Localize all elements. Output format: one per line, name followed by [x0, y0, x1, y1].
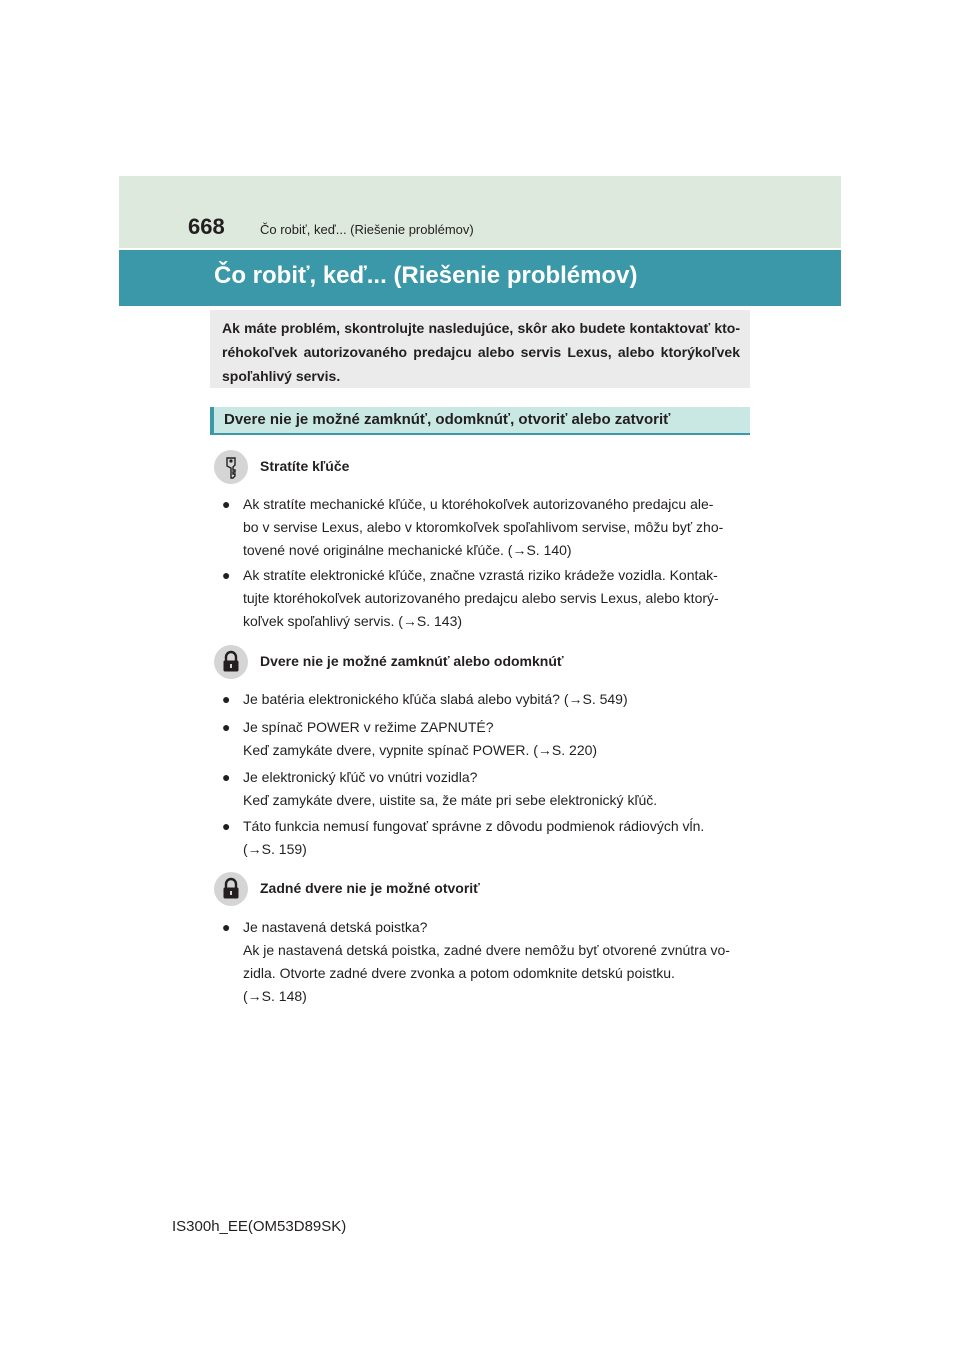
list-item-line: (→S. 148): [243, 988, 307, 1004]
page-number: 668: [188, 214, 225, 239]
section-title: Dvere nie je možné zamknúť, odomknúť, otvoriť alebo zatvoriť: [224, 411, 671, 428]
subsection-title: Dvere nie je možné zamknúť alebo odomknúť: [260, 653, 564, 669]
list-item-line: Ak stratíte elektronické kľúče, značne vzrastá riziko krádeže vozidla. Kontak-: [243, 567, 718, 583]
bullet-dot-icon: ●: [222, 691, 231, 707]
list-item-line: Táto funkcia nemusí fungovať správne z dôvodu podmienok rádiových vĺn.: [243, 818, 705, 834]
subsection-title: Stratíte kľúče: [260, 458, 350, 474]
list-item-line: Keď zamykáte dvere, uistite sa, že máte pri sebe elektronický kľúč.: [243, 792, 658, 808]
footer-code: IS300h_EE(OM53D89SK): [172, 1218, 347, 1235]
running-title: Čo robiť, keď... (Riešenie problémov): [260, 222, 474, 237]
list-item-line: Ak je nastavená detská poistka, zadné dvere nemôžu byť otvorené zvnútra vo-: [243, 942, 730, 958]
list-item-line: (→S. 159): [243, 841, 307, 857]
list-item-line: bo v servise Lexus, alebo v ktoromkoľvek spoľahlivom servise, môžu byť zho-: [243, 519, 724, 535]
bullet-dot-icon: ●: [222, 919, 231, 935]
list-item-line: Keď zamykáte dvere, vypnite spínač POWER. (→S. 220): [243, 742, 598, 758]
header-band: [119, 176, 841, 248]
list-item-line: koľvek spoľahlivý servis. (→S. 143): [243, 613, 463, 629]
lock-icon: [214, 872, 248, 906]
bullet-dot-icon: ●: [222, 719, 231, 735]
subsection-title: Zadné dvere nie je možné otvoriť: [260, 880, 480, 896]
bullet-dot-icon: ●: [222, 567, 231, 583]
key-icon: [214, 450, 248, 484]
list-item-line: tujte ktoréhokoľvek autorizovaného predajcu alebo servis Lexus, alebo ktorý-: [243, 590, 719, 606]
page-title: Čo robiť, keď... (Riešenie problémov): [214, 262, 638, 289]
list-item-line: zidla. Otvorte zadné dvere zvonka a potom odomknite detskú poistku.: [243, 965, 675, 981]
lock-icon: [214, 645, 248, 679]
list-item-line: Je elektronický kľúč vo vnútri vozidla?: [243, 769, 478, 785]
section-accent: [210, 407, 214, 435]
bullet-dot-icon: ●: [222, 496, 231, 512]
list-item-line: Ak stratíte mechanické kľúče, u ktoréhokoľvek autorizovaného predajcu ale-: [243, 496, 714, 512]
list-item-line: Je nastavená detská poistka?: [243, 919, 428, 935]
list-item-line: Je batéria elektronického kľúča slabá alebo vybitá? (→S. 549): [243, 691, 628, 707]
intro-text: Ak máte problém, skontrolujte nasledujúce, skôr ako budete kontaktovať kto-réhokoľvek autorizovaného predajcu alebo servis Lexus, alebo ktorýkoľvek spoľahlivý servis.: [222, 320, 740, 384]
list-item-line: tovené nové originálne mechanické kľúče. (→S. 140): [243, 542, 572, 558]
list-item-line: Je spínač POWER v režime ZAPNUTÉ?: [243, 719, 494, 735]
bullet-dot-icon: ●: [222, 769, 231, 785]
bullet-dot-icon: ●: [222, 818, 231, 834]
